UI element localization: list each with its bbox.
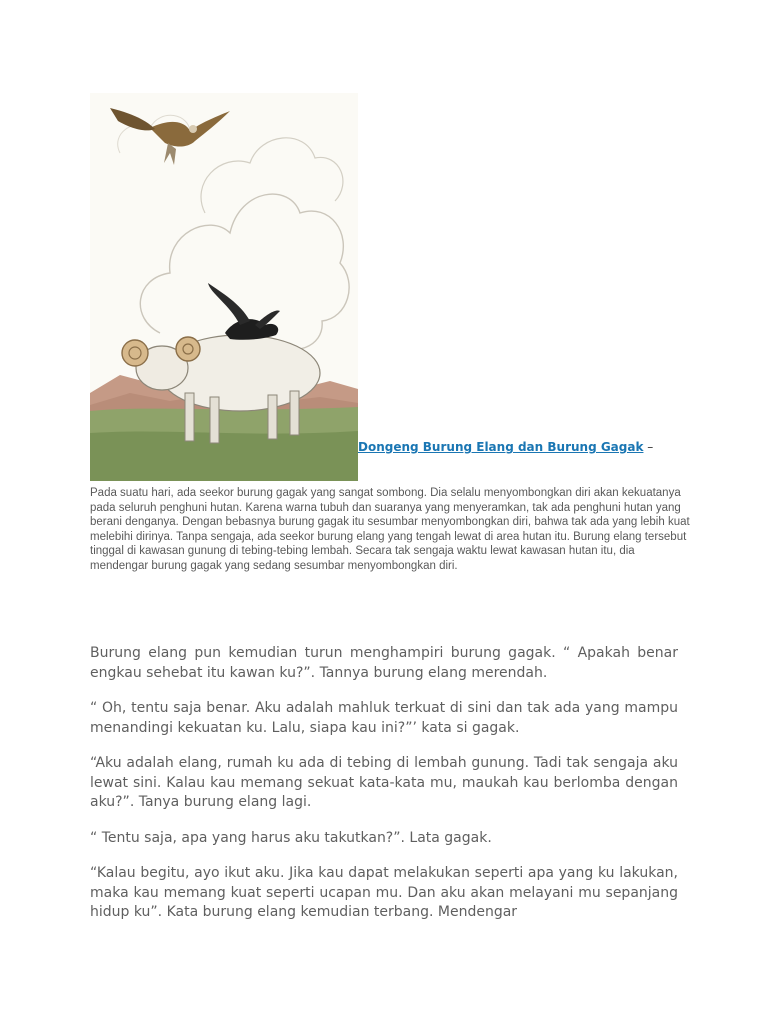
story-body bbox=[90, 644, 678, 939]
story-paragraph-2: “ Oh, tentu saja benar. Aku adalah mahluk terkuat di sini dan tak ada yang mampu menandingi kekuatan ku. Lalu, siapa kau ini?”’ kata si gagak. bbox=[90, 700, 678, 736]
title-line bbox=[358, 440, 688, 454]
story-illustration bbox=[90, 93, 358, 481]
story-paragraph-5: “Kalau begitu, ayo ikut aku. Jika kau dapat melakukan seperti apa yang ku lakukan, maka kau memang kuat seperti ucapan mu. Dan aku akan melayani mu sepanjang hidup ku”. Kata burung elang kemudian terbang. Mendengar bbox=[90, 865, 678, 920]
intro-paragraph: Pada suatu hari, ada seekor burung gagak yang sangat sombong. Dia selalu menyombongkan diri akan kekuatanya pada seluruh penghuni hutan. Karena warna tubuh dan suaranya yang menyeramkan, tak ada penghuni hutan yang berani denganya. Dengan bebasnya burung gagak itu sesumbar menyombongkan diri, bahwa tak ada yang lebih kuat melebihi dirinya. Tanpa sengaja, ada seekor burung elang yang tengah lewat di area hutan itu. Burung elang tersebut tinggal di kawasan gunung di tebing-tebing lembah. Secara tak sengaja waktu lewat kawasan hutan itu, dia mendengar burung gagak yang sedang sesumbar menyombongkan diri. bbox=[90, 487, 690, 572]
story-title-link[interactable]: Dongeng Burung Elang dan Burung Gagak bbox=[358, 440, 644, 454]
story-paragraph-1: Burung elang pun kemudian turun menghampiri burung gagak. “ Apakah benar engkau sehebat itu kawan ku?”. Tannya burung elang merendah. bbox=[90, 645, 678, 681]
title-dash: – bbox=[643, 440, 654, 454]
story-paragraph-4: “ Tentu saja, apa yang harus aku takutkan?”. Lata gagak. bbox=[90, 829, 492, 846]
story-paragraph-3: “Aku adalah elang, rumah ku ada di tebing di lembah gunung. Tadi tak sengaja aku lewat sini. Kalau kau memang sekuat kata-kata mu, maukah kau berlomba dengan aku?”. Tanya burung elang lagi. bbox=[90, 755, 678, 810]
